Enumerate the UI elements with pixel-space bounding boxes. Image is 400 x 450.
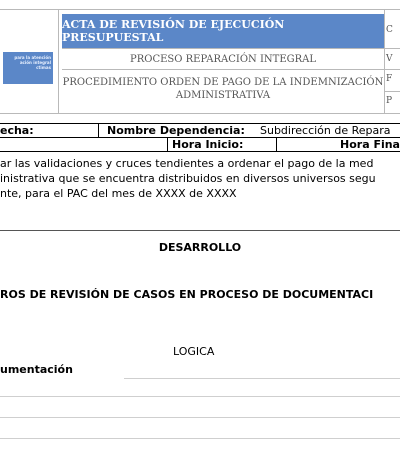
dependencia-value: Subdirección de Repara: [260, 124, 391, 137]
date-cell: F: [386, 74, 393, 84]
entity-logo: [0, 9, 53, 113]
section-divider: [0, 230, 400, 231]
procedure-name: PROCEDIMIENTO ORDEN DE PAGO DE LA INDEMNIZACIÓN ADMINISTRATIVA: [62, 77, 384, 101]
hora-inicio-label: Hora Inicio:: [172, 138, 244, 151]
purpose-text: [0, 156, 400, 201]
header-border-bottom: [0, 113, 400, 114]
version-cell: V: [386, 54, 393, 64]
hora-final-label: Hora Fina: [340, 138, 400, 151]
info-column-line: [98, 123, 99, 137]
header-column-line: [58, 9, 59, 113]
field-underline: [0, 396, 400, 397]
info-column-line: [276, 137, 277, 151]
header-column-line: [384, 9, 385, 113]
code-cell: C: [386, 25, 393, 35]
field-underline: [0, 438, 400, 439]
logo-caption: para la atención ación integral ctimas: [3, 52, 53, 84]
section-title-desarrollo: DESARROLLO: [158, 241, 242, 254]
field-underline: [0, 417, 400, 418]
header-divider: [384, 91, 400, 92]
dependencia-label: Nombre Dependencia:: [107, 124, 245, 137]
fecha-label: echa:: [0, 124, 34, 137]
logica-label: LOGICA: [173, 345, 215, 358]
section-title-registros: ROS DE REVISIÓN DE CASOS EN PROCESO DE DOCUMENTACI: [0, 288, 374, 301]
field-underline: [124, 378, 400, 379]
info-border-bottom: [0, 151, 400, 152]
info-column-line: [167, 137, 168, 151]
process-name: PROCESO REPARACIÓN INTEGRAL: [129, 54, 317, 65]
purpose-line: nte, para el PAC del mes de XXXX de XXXX: [0, 187, 237, 200]
purpose-line: ar las validaciones y cruces tendientes a ordenar el pago de la med: [0, 157, 374, 170]
header-divider: [62, 48, 400, 49]
header-border-top: [0, 9, 400, 10]
documentacion-label: umentación: [0, 363, 73, 376]
purpose-line: inistrativa que se encuentra distribuidos en diversos universos segu: [0, 172, 376, 185]
page-cell: P: [386, 96, 393, 106]
header-divider: [62, 69, 400, 70]
document-title: ACTA DE REVISIÓN DE EJECUCIÓN PRESUPUESTAL: [62, 14, 384, 48]
